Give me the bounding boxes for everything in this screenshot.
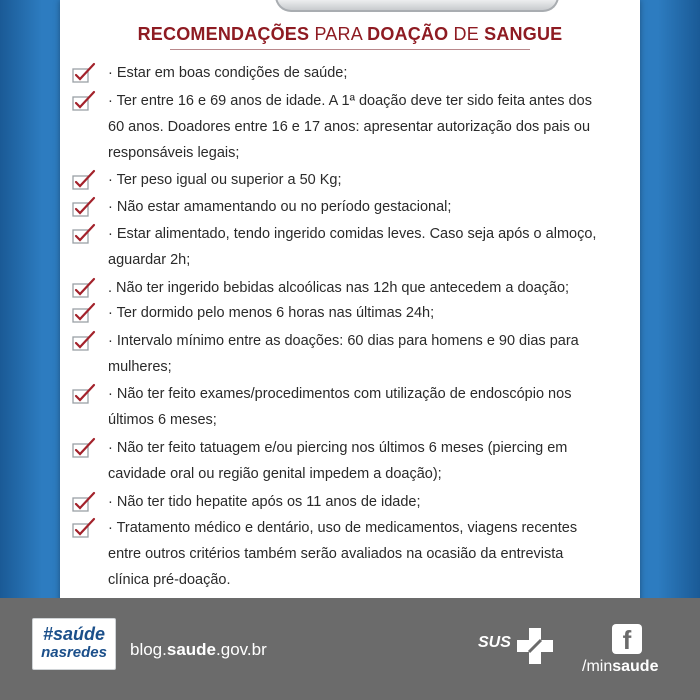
handle-prefix: /min [582, 658, 613, 675]
item-line: cavidade oral ou região genital impedem a doação); [108, 466, 442, 482]
handle-bold: saude [612, 658, 659, 675]
item-line: · Não estar amamentando ou no período gestacional; [108, 199, 452, 215]
item-line: · Intervalo mínimo entre as doações: 60 dias para homens e 90 dias para [108, 333, 579, 349]
hashtag-badge[interactable] [32, 618, 116, 670]
facebook-icon[interactable]: f [612, 624, 642, 654]
item-line: · Tratamento médico e dentário, uso de medicamentos, viagens recentes [108, 520, 578, 536]
title-word-1: RECOMENDAÇÕES [137, 24, 310, 44]
checkbox-check-icon [72, 330, 96, 352]
item-line: 60 anos. Doadores entre 16 e 17 anos: apresentar autorização dos pais ou [108, 119, 591, 135]
checkbox-check-icon [72, 437, 96, 459]
blog-link[interactable] [130, 640, 267, 660]
item-line: mulheres; [108, 359, 172, 375]
blog-prefix: blog. [130, 640, 167, 659]
checkbox-check-icon [72, 90, 96, 112]
checkbox-check-icon [72, 62, 96, 84]
item-line: clínica pré-doação. [108, 572, 231, 588]
footer-bar [0, 598, 700, 700]
title-word-2: PARA [314, 24, 362, 44]
item-line: últimos 6 meses; [108, 412, 217, 428]
checkbox-check-icon [72, 196, 96, 218]
item-line: · Estar alimentado, tendo ingerido comidas leves. Caso seja após o almoço, [108, 226, 597, 242]
item-line: · Ter peso igual ou superior a 50 Kg; [108, 172, 342, 188]
item-line: responsáveis legais; [108, 145, 240, 161]
item-line: entre outros critérios também serão avaliados na ocasião da entrevista [108, 546, 564, 562]
item-line: . Não ter ingerido bebidas alcoólicas nas 12h que antecedem a doação; [108, 280, 570, 296]
checkbox-check-icon [72, 169, 96, 191]
sus-cross-icon [515, 626, 555, 666]
item-line: aguardar 2h; [108, 252, 191, 268]
sus-logo-text: SUS [478, 634, 511, 651]
checkbox-check-icon [72, 517, 96, 539]
social-handle[interactable] [582, 658, 658, 676]
item-line: · Ter dormido pelo menos 6 horas nas últimas 24h; [108, 305, 435, 321]
hashtag-line-2: nasredes [41, 644, 107, 661]
item-line: · Não ter feito exames/procedimentos com utilização de endoscópio nos [108, 386, 572, 402]
checkbox-check-icon [72, 277, 96, 299]
hashtag-line-1: #saúde [42, 624, 106, 644]
checkbox-check-icon [72, 223, 96, 245]
item-line: · Não ter feito tatuagem e/ou piercing nos últimos 6 meses (piercing em [108, 440, 568, 456]
checkbox-check-icon [72, 302, 96, 324]
title-word-4: DE [453, 24, 479, 44]
item-line: · Ter entre 16 e 69 anos de idade. A 1ª doação deve ter sido feita antes dos [108, 93, 592, 109]
checkbox-check-icon [72, 491, 96, 513]
item-line: · Não ter tido hepatite após os 11 anos de idade; [108, 494, 421, 510]
checkbox-check-icon [72, 383, 96, 405]
item-line: · Estar em boas condições de saúde; [108, 65, 348, 81]
title-word-5: SANGUE [484, 24, 563, 44]
blog-bold: saude [166, 640, 217, 659]
blog-suffix: .gov.br [216, 640, 267, 659]
title-word-3: DOAÇÃO [367, 24, 449, 44]
